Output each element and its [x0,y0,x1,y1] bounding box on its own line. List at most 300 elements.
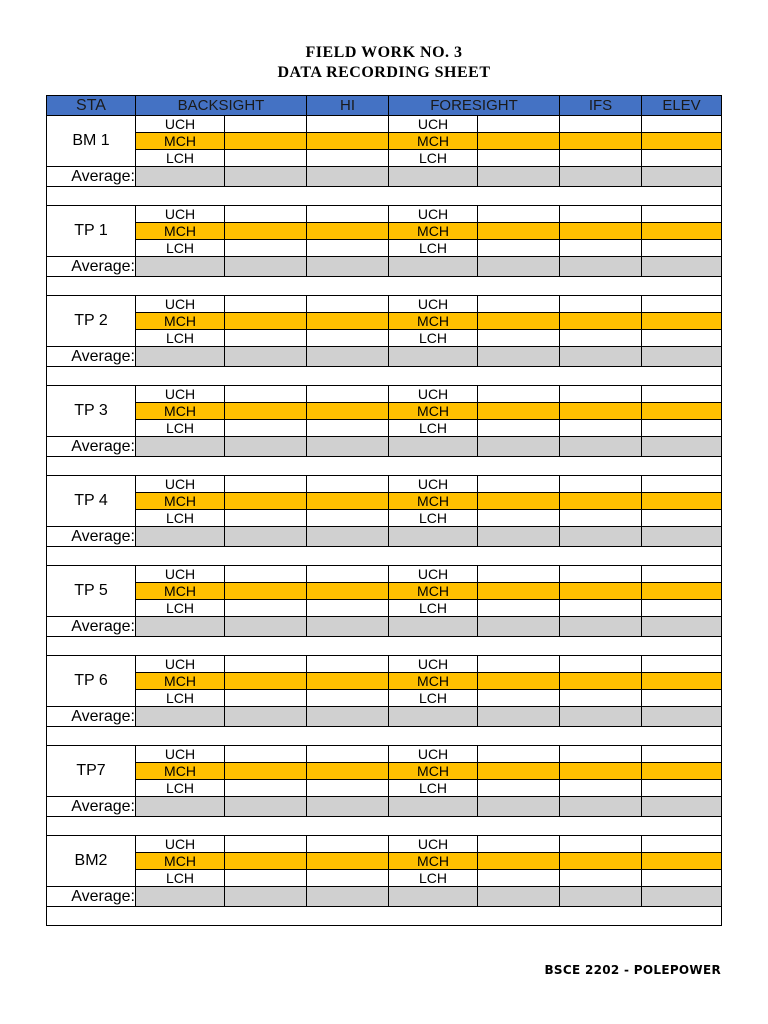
spacer-cell [47,277,722,296]
average-cell[interactable] [642,797,722,817]
average-cell[interactable] [389,167,478,187]
header-backsight: BACKSIGHT [136,96,307,116]
spacer-cell [47,637,722,656]
reading-cell[interactable] [478,133,560,150]
average-cell[interactable] [389,257,478,277]
average-cell[interactable] [307,527,389,547]
backsight-crosshair-label: UCH [136,206,225,223]
average-cell[interactable] [642,167,722,187]
reading-cell[interactable] [225,780,307,797]
reading-cell[interactable] [642,690,722,707]
course-footer: BSCE 2202 - POLEPOWER [544,963,721,977]
crosshair-row [47,583,722,600]
average-label: Average: [47,347,136,367]
average-cell[interactable] [136,707,225,727]
reading-cell[interactable] [642,673,722,690]
average-cell[interactable] [225,617,307,637]
foresight-crosshair-label: UCH [389,836,478,853]
reading-cell[interactable] [307,600,389,617]
data-recording-table [46,95,722,926]
average-label: Average: [47,527,136,547]
average-cell[interactable] [307,167,389,187]
average-cell[interactable] [642,617,722,637]
average-cell[interactable] [478,347,560,367]
average-label: Average: [47,167,136,187]
reading-cell[interactable] [478,746,560,763]
spacer-cell [47,817,722,836]
reading-cell[interactable] [642,780,722,797]
average-cell[interactable] [389,707,478,727]
foresight-crosshair-label: MCH [389,763,478,780]
reading-cell[interactable] [225,206,307,223]
reading-cell[interactable] [307,150,389,167]
foresight-crosshair-label: LCH [389,420,478,437]
average-cell[interactable] [307,437,389,457]
reading-cell[interactable] [560,420,642,437]
average-cell[interactable] [225,797,307,817]
reading-cell[interactable] [307,583,389,600]
spacer-row [47,817,722,836]
backsight-crosshair-label: UCH [136,116,225,133]
average-cell[interactable] [560,347,642,367]
average-label: Average: [47,887,136,907]
average-cell[interactable] [225,437,307,457]
reading-cell[interactable] [307,673,389,690]
backsight-crosshair-label: LCH [136,240,225,257]
crosshair-row [47,330,722,347]
reading-cell[interactable] [560,690,642,707]
foresight-crosshair-label: LCH [389,870,478,887]
reading-cell[interactable] [225,583,307,600]
backsight-crosshair-label: UCH [136,656,225,673]
reading-cell[interactable] [307,763,389,780]
reading-cell[interactable] [642,853,722,870]
reading-cell[interactable] [225,566,307,583]
header-ifs: IFS [560,96,642,116]
crosshair-row [47,476,722,493]
backsight-crosshair-label: LCH [136,780,225,797]
average-cell[interactable] [225,527,307,547]
station-label: BM2 [47,836,136,887]
reading-cell[interactable] [642,420,722,437]
backsight-crosshair-label: LCH [136,690,225,707]
backsight-crosshair-label: UCH [136,386,225,403]
average-cell[interactable] [642,347,722,367]
average-cell[interactable] [478,257,560,277]
average-cell[interactable] [225,257,307,277]
crosshair-row [47,403,722,420]
reading-cell[interactable] [560,403,642,420]
reading-cell[interactable] [307,566,389,583]
reading-cell[interactable] [225,116,307,133]
average-cell[interactable] [560,797,642,817]
foresight-crosshair-label: UCH [389,116,478,133]
foresight-crosshair-label: MCH [389,583,478,600]
station-label: BM 1 [47,116,136,167]
reading-cell[interactable] [642,493,722,510]
reading-cell[interactable] [307,476,389,493]
reading-cell[interactable] [560,746,642,763]
average-cell[interactable] [225,347,307,367]
reading-cell[interactable] [225,223,307,240]
average-cell[interactable] [136,347,225,367]
reading-cell[interactable] [307,403,389,420]
crosshair-row [47,493,722,510]
average-cell[interactable] [136,167,225,187]
reading-cell[interactable] [560,780,642,797]
reading-cell[interactable] [225,600,307,617]
average-cell[interactable] [478,707,560,727]
average-cell[interactable] [136,257,225,277]
reading-cell[interactable] [560,240,642,257]
reading-cell[interactable] [307,836,389,853]
reading-cell[interactable] [642,330,722,347]
average-cell[interactable] [307,347,389,367]
crosshair-row [47,836,722,853]
foresight-crosshair-label: LCH [389,150,478,167]
foresight-crosshair-label: UCH [389,296,478,313]
reading-cell[interactable] [478,403,560,420]
crosshair-row [47,420,722,437]
reading-cell[interactable] [225,313,307,330]
crosshair-row [47,763,722,780]
reading-cell[interactable] [307,116,389,133]
reading-cell[interactable] [478,313,560,330]
average-cell[interactable] [136,437,225,457]
average-cell[interactable] [560,887,642,907]
reading-cell[interactable] [225,763,307,780]
reading-cell[interactable] [478,566,560,583]
reading-cell[interactable] [225,746,307,763]
average-cell[interactable] [225,707,307,727]
reading-cell[interactable] [225,240,307,257]
average-cell[interactable] [307,257,389,277]
backsight-crosshair-label: MCH [136,673,225,690]
header-row [47,96,722,116]
average-cell[interactable] [136,797,225,817]
reading-cell[interactable] [642,313,722,330]
crosshair-row [47,510,722,527]
crosshair-row [47,313,722,330]
reading-cell[interactable] [307,510,389,527]
reading-cell[interactable] [560,583,642,600]
reading-cell[interactable] [560,296,642,313]
average-cell[interactable] [136,617,225,637]
crosshair-row [47,780,722,797]
reading-cell[interactable] [478,656,560,673]
average-cell[interactable] [642,437,722,457]
reading-cell[interactable] [225,150,307,167]
reading-cell[interactable] [225,133,307,150]
reading-cell[interactable] [478,583,560,600]
average-cell[interactable] [642,527,722,547]
spacer-cell [47,547,722,566]
average-cell[interactable] [560,437,642,457]
reading-cell[interactable] [642,870,722,887]
spacer-row [47,457,722,476]
reading-cell[interactable] [307,223,389,240]
reading-cell[interactable] [307,420,389,437]
reading-cell[interactable] [225,510,307,527]
average-cell[interactable] [389,437,478,457]
reading-cell[interactable] [642,150,722,167]
reading-cell[interactable] [642,656,722,673]
reading-cell[interactable] [478,510,560,527]
spacer-row [47,547,722,566]
reading-cell[interactable] [560,150,642,167]
reading-cell[interactable] [642,746,722,763]
average-cell[interactable] [136,887,225,907]
backsight-crosshair-label: MCH [136,493,225,510]
reading-cell[interactable] [642,583,722,600]
reading-cell[interactable] [642,600,722,617]
reading-cell[interactable] [560,510,642,527]
reading-cell[interactable] [560,836,642,853]
reading-cell[interactable] [478,853,560,870]
reading-cell[interactable] [642,223,722,240]
reading-cell[interactable] [642,763,722,780]
crosshair-row [47,296,722,313]
backsight-crosshair-label: MCH [136,223,225,240]
reading-cell[interactable] [478,600,560,617]
average-cell[interactable] [307,797,389,817]
reading-cell[interactable] [307,386,389,403]
reading-cell[interactable] [560,116,642,133]
foresight-crosshair-label: UCH [389,656,478,673]
reading-cell[interactable] [478,386,560,403]
reading-cell[interactable] [560,223,642,240]
reading-cell[interactable] [225,836,307,853]
average-cell[interactable] [478,797,560,817]
backsight-crosshair-label: UCH [136,476,225,493]
crosshair-row [47,656,722,673]
average-cell[interactable] [478,617,560,637]
crosshair-row [47,600,722,617]
foresight-crosshair-label: UCH [389,746,478,763]
reading-cell[interactable] [225,476,307,493]
reading-cell[interactable] [307,690,389,707]
reading-cell[interactable] [478,870,560,887]
reading-cell[interactable] [307,780,389,797]
reading-cell[interactable] [307,206,389,223]
reading-cell[interactable] [225,870,307,887]
reading-cell[interactable] [478,690,560,707]
reading-cell[interactable] [560,133,642,150]
average-cell[interactable] [560,527,642,547]
average-label: Average: [47,797,136,817]
average-label: Average: [47,707,136,727]
reading-cell[interactable] [560,870,642,887]
reading-cell[interactable] [225,656,307,673]
average-row [47,617,722,637]
reading-cell[interactable] [478,206,560,223]
reading-cell[interactable] [642,476,722,493]
backsight-crosshair-label: UCH [136,296,225,313]
reading-cell[interactable] [642,296,722,313]
crosshair-row [47,206,722,223]
reading-cell[interactable] [642,836,722,853]
average-cell[interactable] [478,437,560,457]
reading-cell[interactable] [478,240,560,257]
reading-cell[interactable] [307,656,389,673]
foresight-crosshair-label: LCH [389,330,478,347]
crosshair-row [47,673,722,690]
crosshair-row [47,690,722,707]
header-hi: HI [307,96,389,116]
average-cell[interactable] [560,707,642,727]
reading-cell[interactable] [478,150,560,167]
reading-cell[interactable] [642,133,722,150]
reading-cell[interactable] [225,386,307,403]
reading-cell[interactable] [560,476,642,493]
reading-cell[interactable] [560,673,642,690]
foresight-crosshair-label: LCH [389,510,478,527]
reading-cell[interactable] [478,296,560,313]
reading-cell[interactable] [478,223,560,240]
reading-cell[interactable] [225,690,307,707]
average-cell[interactable] [389,797,478,817]
station-rows [47,116,722,926]
average-cell[interactable] [560,167,642,187]
foresight-crosshair-label: LCH [389,240,478,257]
average-row [47,347,722,367]
reading-cell[interactable] [225,493,307,510]
reading-cell[interactable] [642,510,722,527]
reading-cell[interactable] [560,853,642,870]
reading-cell[interactable] [560,566,642,583]
station-label: TP 3 [47,386,136,437]
reading-cell[interactable] [478,763,560,780]
reading-cell[interactable] [642,116,722,133]
backsight-crosshair-label: MCH [136,313,225,330]
average-cell[interactable] [307,887,389,907]
average-cell[interactable] [642,257,722,277]
backsight-crosshair-label: UCH [136,836,225,853]
reading-cell[interactable] [642,566,722,583]
foresight-crosshair-label: MCH [389,133,478,150]
reading-cell[interactable] [642,403,722,420]
average-cell[interactable] [389,527,478,547]
reading-cell[interactable] [642,206,722,223]
reading-cell[interactable] [307,330,389,347]
average-row [47,437,722,457]
reading-cell[interactable] [478,836,560,853]
reading-cell[interactable] [225,420,307,437]
average-cell[interactable] [389,347,478,367]
reading-cell[interactable] [307,853,389,870]
foresight-crosshair-label: MCH [389,313,478,330]
reading-cell[interactable] [307,296,389,313]
crosshair-row [47,116,722,133]
reading-cell[interactable] [642,240,722,257]
foresight-crosshair-label: LCH [389,780,478,797]
spacer-row [47,277,722,296]
reading-cell[interactable] [225,403,307,420]
reading-cell[interactable] [307,133,389,150]
reading-cell[interactable] [478,116,560,133]
backsight-crosshair-label: UCH [136,566,225,583]
backsight-crosshair-label: LCH [136,870,225,887]
average-label: Average: [47,437,136,457]
average-cell[interactable] [478,887,560,907]
average-cell[interactable] [478,527,560,547]
reading-cell[interactable] [478,420,560,437]
reading-cell[interactable] [560,656,642,673]
average-cell[interactable] [225,167,307,187]
reading-cell[interactable] [478,476,560,493]
average-label: Average: [47,257,136,277]
foresight-crosshair-label: LCH [389,600,478,617]
crosshair-row [47,566,722,583]
spacer-cell [47,187,722,206]
reading-cell[interactable] [560,600,642,617]
reading-cell[interactable] [560,763,642,780]
spacer-cell [47,727,722,746]
reading-cell[interactable] [642,386,722,403]
average-cell[interactable] [225,887,307,907]
foresight-crosshair-label: MCH [389,853,478,870]
reading-cell[interactable] [560,493,642,510]
average-row [47,257,722,277]
crosshair-row [47,870,722,887]
reading-cell[interactable] [560,386,642,403]
average-cell[interactable] [642,707,722,727]
reading-cell[interactable] [225,330,307,347]
reading-cell[interactable] [478,673,560,690]
reading-cell[interactable] [225,296,307,313]
backsight-crosshair-label: LCH [136,510,225,527]
average-cell[interactable] [136,527,225,547]
foresight-crosshair-label: MCH [389,673,478,690]
reading-cell[interactable] [478,493,560,510]
reading-cell[interactable] [225,853,307,870]
average-cell[interactable] [478,167,560,187]
reading-cell[interactable] [307,240,389,257]
spacer-row [47,637,722,656]
crosshair-row [47,150,722,167]
average-cell[interactable] [389,887,478,907]
reading-cell[interactable] [560,206,642,223]
spacer-cell [47,457,722,476]
crosshair-row [47,853,722,870]
reading-cell[interactable] [560,313,642,330]
reading-cell[interactable] [307,746,389,763]
station-label: TP 5 [47,566,136,617]
foresight-crosshair-label: UCH [389,206,478,223]
reading-cell[interactable] [225,673,307,690]
reading-cell[interactable] [307,313,389,330]
average-cell[interactable] [307,707,389,727]
reading-cell[interactable] [560,330,642,347]
reading-cell[interactable] [478,780,560,797]
reading-cell[interactable] [478,330,560,347]
average-cell[interactable] [560,617,642,637]
spacer-row [47,727,722,746]
average-cell[interactable] [307,617,389,637]
average-row [47,527,722,547]
average-label: Average: [47,617,136,637]
reading-cell[interactable] [307,870,389,887]
station-label: TP 2 [47,296,136,347]
reading-cell[interactable] [307,493,389,510]
foresight-crosshair-label: UCH [389,386,478,403]
average-cell[interactable] [560,257,642,277]
foresight-crosshair-label: UCH [389,476,478,493]
average-cell[interactable] [642,887,722,907]
average-cell[interactable] [389,617,478,637]
backsight-crosshair-label: MCH [136,133,225,150]
sheet-subtitle: DATA RECORDING SHEET [277,64,491,81]
